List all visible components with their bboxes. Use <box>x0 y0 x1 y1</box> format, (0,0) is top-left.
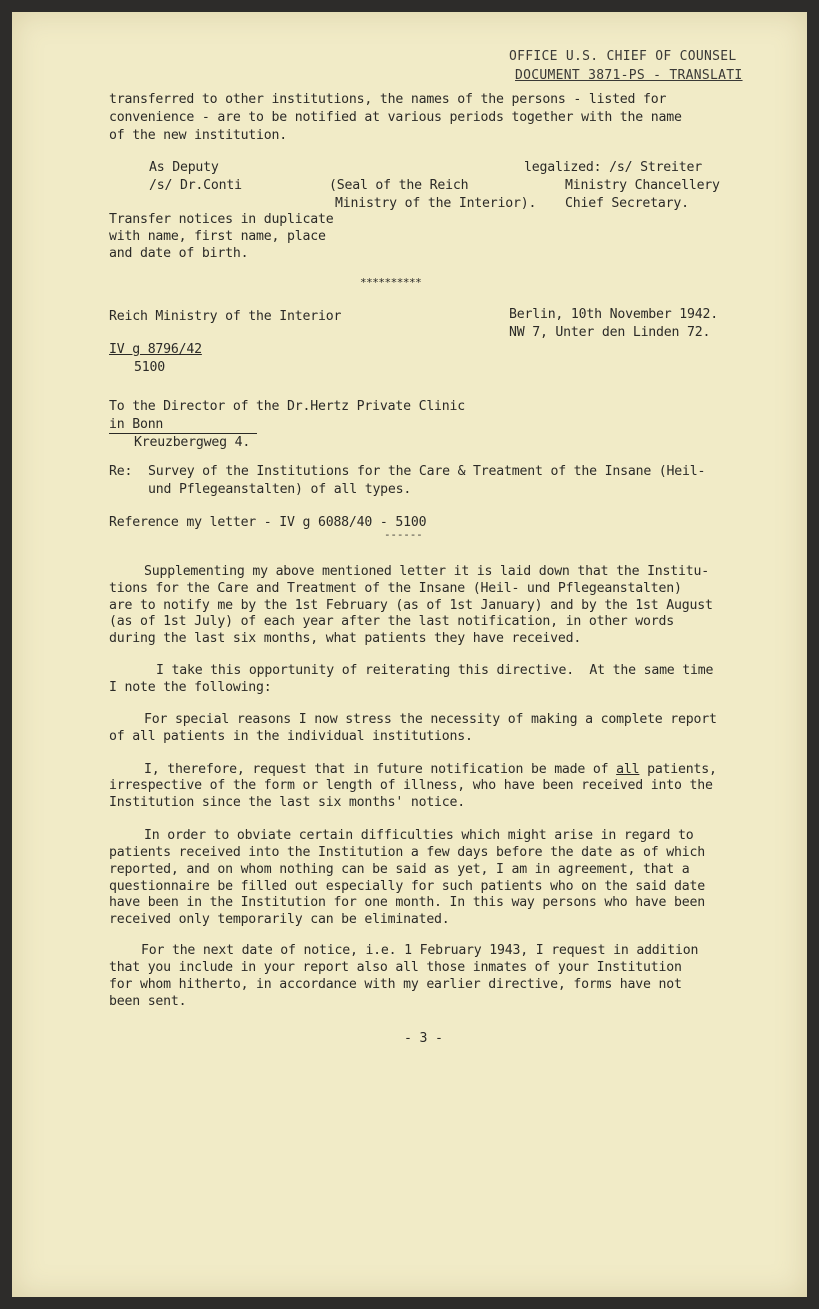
recipient: To the Director of the Dr.Hertz Private Clinic <box>109 399 466 414</box>
recipient-city: in Bonn <box>109 416 257 434</box>
body-text: I, therefore, request that in future notification be made of <box>144 762 617 777</box>
body-line: that you include in your report also all those inmates of your Institution <box>109 960 682 975</box>
deputy-signature: /s/ Dr.Conti <box>149 178 242 193</box>
body-line: been sent. <box>109 994 187 1009</box>
body-text: patients, <box>639 762 717 777</box>
place-date: Berlin, 10th November 1942. <box>509 307 718 322</box>
body-line: tions for the Care and Treatment of the Insane (Heil- und Pflegeanstalten) <box>109 581 682 596</box>
body-line: have been in the Institution for one month. In this way persons who have been <box>109 895 705 910</box>
body-line: Institution since the last six months' notice. <box>109 795 466 810</box>
file-number: IV g 8796/42 <box>109 342 202 357</box>
body-line: For the next date of notice, i.e. 1 February 1943, I request in addition <box>141 943 699 958</box>
body-line: I note the following: <box>109 680 272 695</box>
stamp-office-line: OFFICE U.S. CHIEF OF COUNSEL <box>509 49 737 64</box>
body-line: patients received into the Institution a few days before the date as of which <box>109 845 705 860</box>
body-line: are to notify me by the 1st February (as of 1st January) and by the 1st August <box>109 598 713 613</box>
seal-note: (Seal of the Reich <box>329 178 469 193</box>
body-line <box>144 761 717 778</box>
body-line: (as of 1st July) of each year after the last notification, in other words <box>109 614 674 629</box>
body-line: I take this opportunity of reiterating this directive. At the same time <box>156 663 714 678</box>
body-line: For special reasons I now stress the necessity of making a complete report <box>144 712 717 727</box>
body-line: during the last six months, what patients they have received. <box>109 631 582 646</box>
legalized-title: Chief Secretary. <box>565 196 689 211</box>
body-line: reported, and on whom nothing can be said as yet, I am in agreement, that a <box>109 862 690 877</box>
reference-line: Reference my letter - IV g 6088/40 - 5100 <box>109 515 427 530</box>
intro-line: convenience - are to be notified at various periods together with the name <box>109 110 682 125</box>
separator: ********** <box>360 276 422 289</box>
body-line: received only temporarily can be eliminated. <box>109 912 450 927</box>
legalized-signature: legalized: /s/ Streiter <box>524 160 703 175</box>
transfer-note: with name, first name, place <box>109 229 326 244</box>
emphasis-all: all <box>616 762 640 777</box>
transfer-note: Transfer notices in duplicate <box>109 212 334 227</box>
intro-line: transferred to other institutions, the names of the persons - listed for <box>109 92 667 107</box>
seal-note: Ministry of the Interior). <box>335 196 537 211</box>
file-sub-number: 5100 <box>134 360 165 375</box>
reference-rule: ------ <box>384 528 423 541</box>
deputy-label: As Deputy <box>149 160 219 175</box>
legalized-office: Ministry Chancellery <box>565 178 720 193</box>
subject-line: Survey of the Institutions for the Care & Treatment of the Insane (Heil- <box>148 464 706 479</box>
transfer-note: and date of birth. <box>109 246 249 261</box>
stamp-document-line: DOCUMENT 3871-PS - TRANSLATI <box>515 68 743 83</box>
body-line: of all patients in the individual institutions. <box>109 729 473 744</box>
sender-address: NW 7, Unter den Linden 72. <box>509 325 711 340</box>
body-line: for whom hitherto, in accordance with my earlier directive, forms have not <box>109 977 682 992</box>
subject-line: und Pflegeanstalten) of all types. <box>148 482 412 497</box>
body-line: questionnaire be filled out especially for such patients who on the said date <box>109 879 705 894</box>
intro-line: of the new institution. <box>109 128 288 143</box>
body-line: In order to obviate certain difficulties which might arise in regard to <box>144 828 694 843</box>
recipient-street: Kreuzbergweg 4. <box>134 435 251 450</box>
body-line: irrespective of the form or length of illness, who have been received into the <box>109 778 713 793</box>
body-line: Supplementing my above mentioned letter it is laid down that the Institu- <box>144 564 709 579</box>
subject-label: Re: <box>109 464 133 479</box>
document-page <box>12 12 807 1297</box>
sender: Reich Ministry of the Interior <box>109 309 342 324</box>
page-number: - 3 - <box>404 1031 443 1046</box>
